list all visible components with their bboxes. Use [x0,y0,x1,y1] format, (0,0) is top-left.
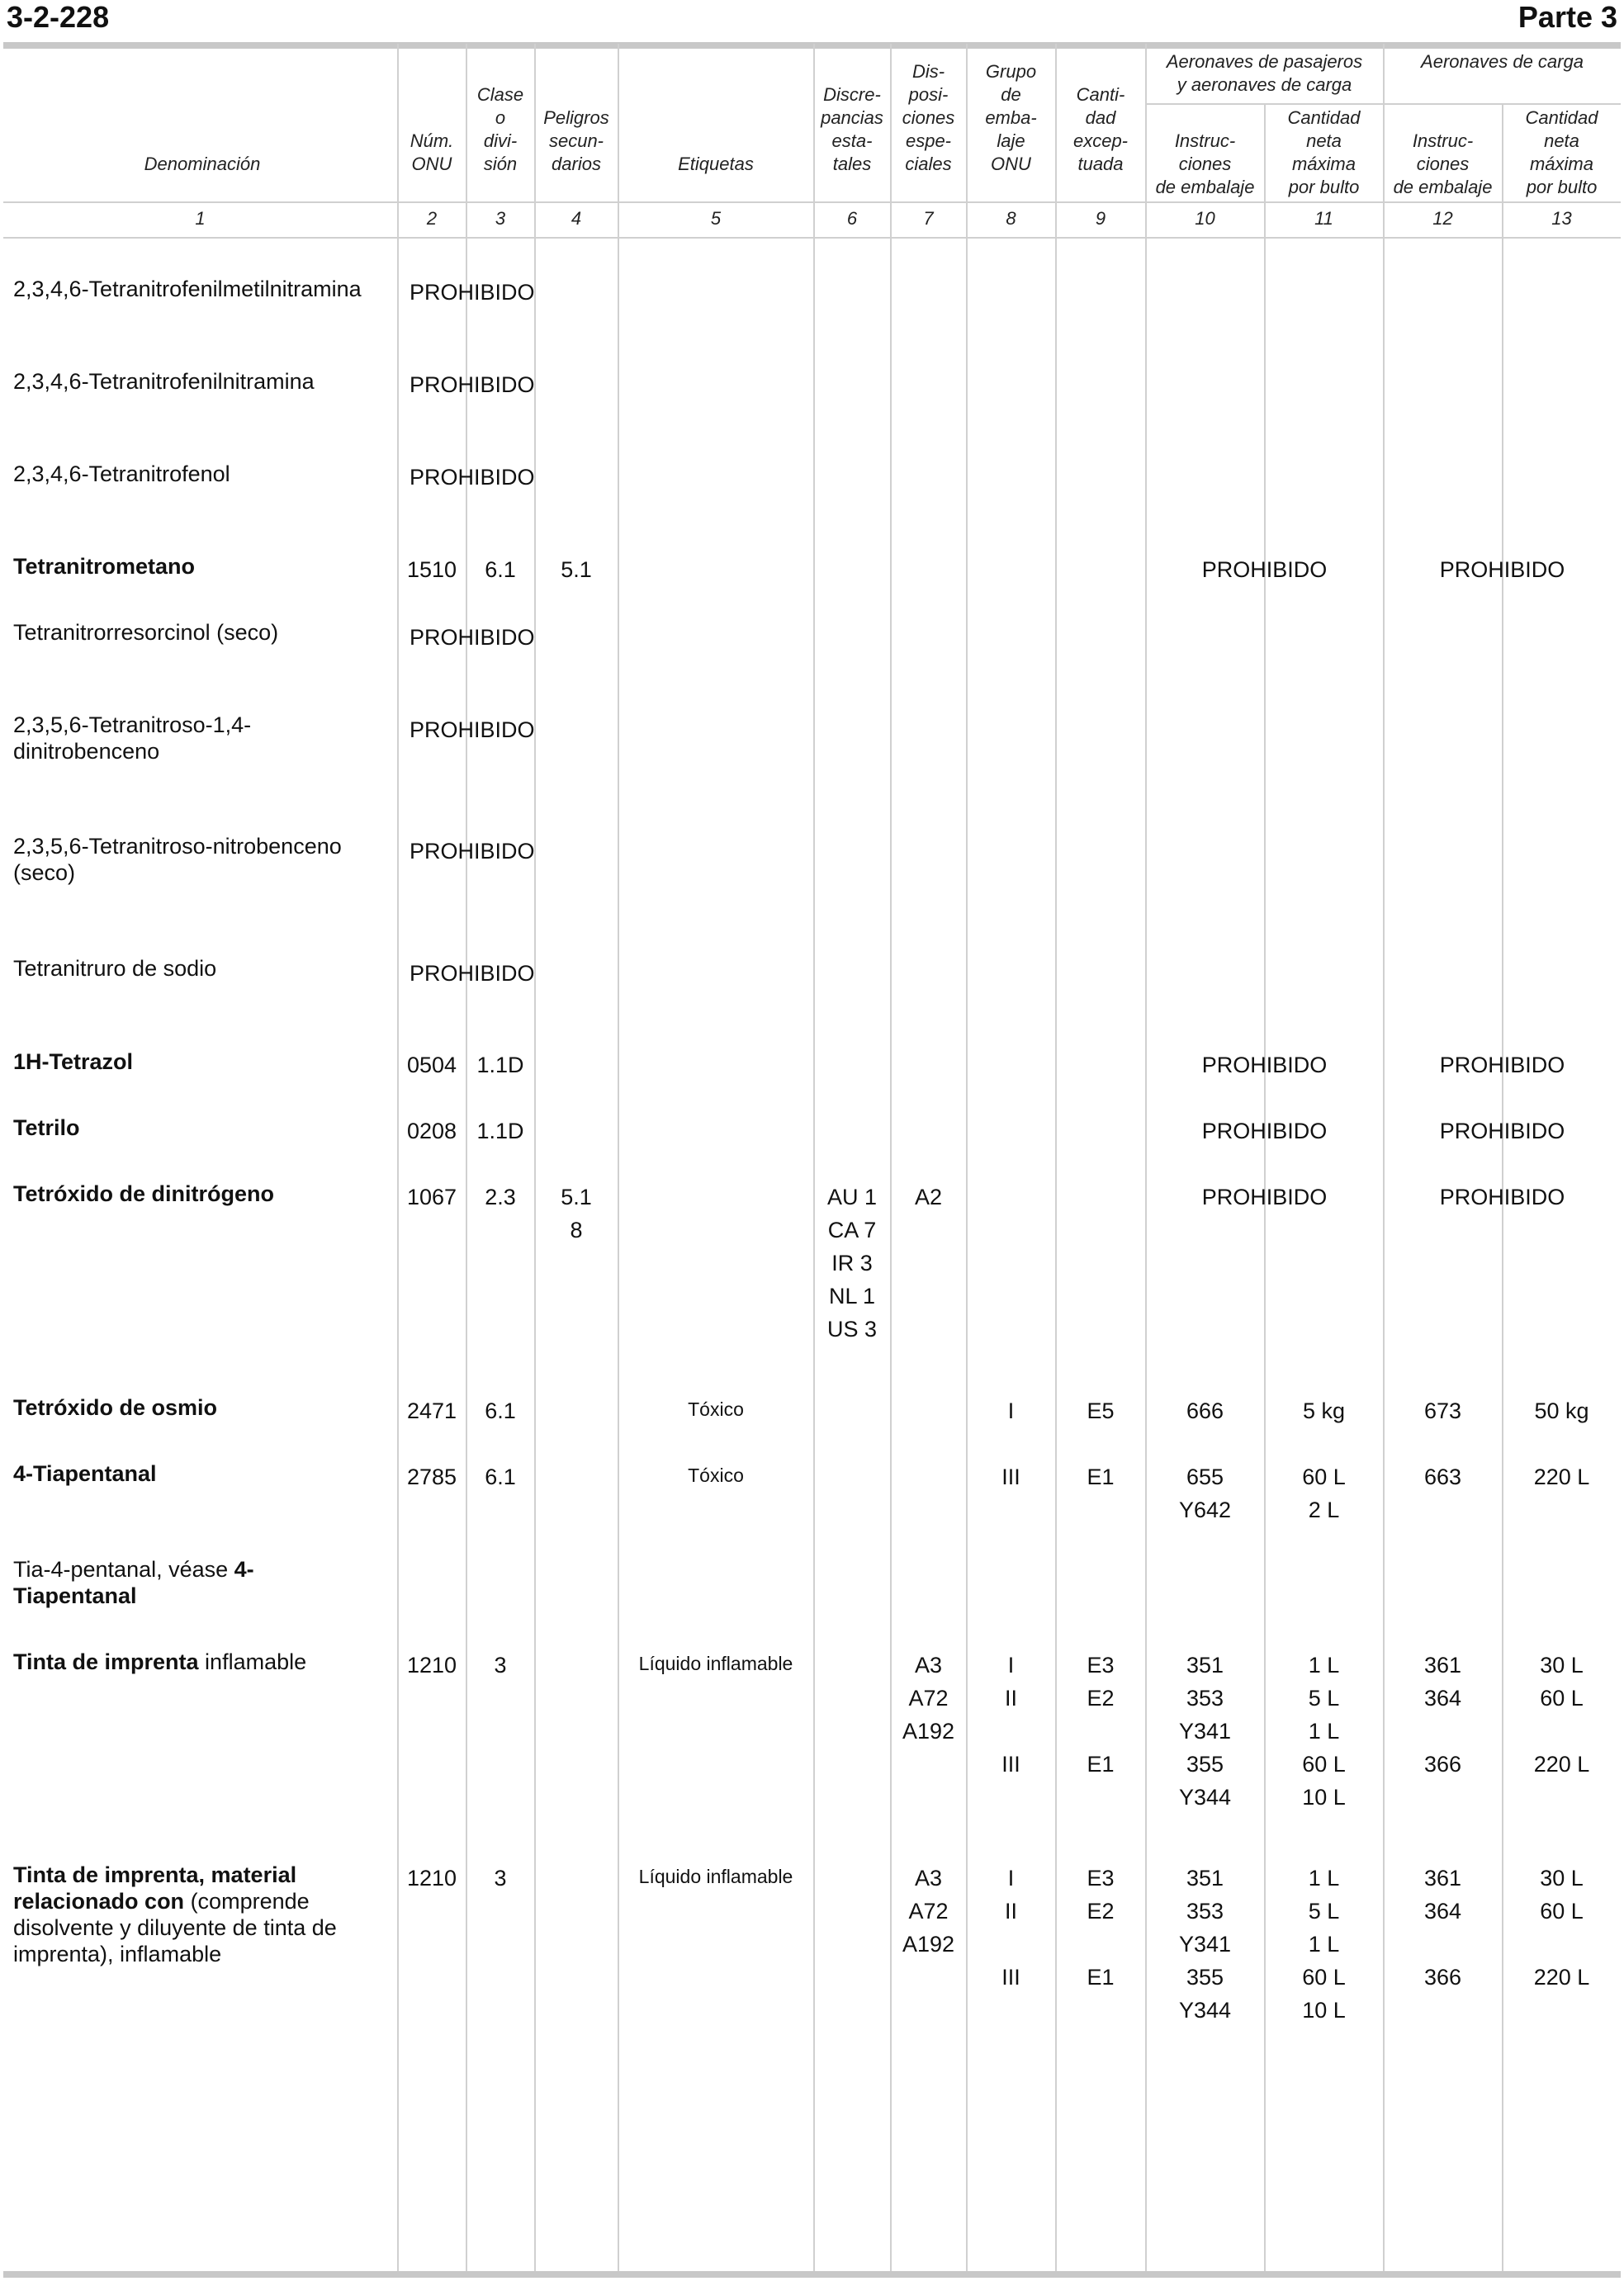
col-discrepancias: Discre- pancias esta- tales [821,84,883,174]
pax-packing-instruction: 351 353 Y341 355 Y344 [1178,1653,1232,1810]
col-number: 3 [495,208,506,229]
un-number: 2471 [406,1398,457,1423]
row-name: 2,3,5,6-Tetranitroso-nitrobenceno (seco) [13,834,342,885]
packing-group: I II III [1001,1866,1020,1990]
excepted-quantity: E1 [1087,1465,1115,1489]
un-number: 0504 [406,1053,457,1077]
pax-max-quantity: 60 L 2 L [1302,1465,1346,1522]
row-name: Tinta de imprenta inflamable [13,1649,307,1674]
pax-packing-instruction: 666 [1186,1398,1224,1423]
row-name: Tetranitrorresorcinol (seco) [13,620,279,645]
state-variations: AU 1 CA 7 IR 3 NL 1 US 3 [826,1185,878,1342]
cargo-prohibido: PROHIBIDO [1439,557,1565,582]
pax-max-quantity: 5 kg [1302,1398,1346,1423]
excepted-quantity: E3 E2 E1 [1087,1653,1115,1777]
col-cantidad-exceptuada: Canti- dad excep- tuada [1072,84,1129,174]
prohibido-text: PROHIBIDO [410,372,535,397]
pax-max-quantity: 1 L 5 L 1 L 60 L 10 L [1302,1653,1346,1810]
row-name: Tetróxido de osmio [13,1395,218,1420]
hazard-label: Tóxico [688,1465,744,1486]
row-name: 2,3,4,6-Tetranitrofenilmetilnitramina [13,277,362,301]
col-cantidad-carga: Cantidad neta máxima por bulto [1525,107,1598,197]
row-name: 2,3,4,6-Tetranitrofenol [13,461,230,486]
part-title: Parte 3 [1517,0,1617,34]
class-division: 1.1D [476,1053,524,1077]
pax-prohibido: PROHIBIDO [1201,1185,1328,1209]
hazard-label: Líquido inflamable [638,1653,793,1674]
pax-prohibido: PROHIBIDO [1201,1119,1328,1143]
un-number: 1510 [406,557,457,582]
prohibido-text: PROHIBIDO [410,625,535,650]
prohibido-text: PROHIBIDO [410,280,535,305]
column-divider [618,44,619,2271]
cargo-max-quantity: 30 L 60 L 220 L [1533,1866,1590,1990]
class-division: 1.1D [476,1119,524,1143]
col-num-onu: Núm. ONU [410,130,454,174]
col-instrucciones-carga: Instruc- ciones de embalaje [1393,130,1493,197]
cargo-packing-instruction: 361 364 366 [1423,1653,1462,1777]
cargo-prohibido: PROHIBIDO [1439,1185,1565,1209]
subsidiary-risk: 5.1 8 [561,1185,592,1242]
col-peligros: Peligros secun- darios [543,107,609,174]
row-name: Tia-4-pentanal, véase 4- Tiapentanal [13,1557,254,1608]
col-etiquetas: Etiquetas [678,154,754,174]
row-name: 2,3,4,6-Tetranitrofenilnitramina [13,369,315,394]
class-division: 2.3 [485,1185,516,1209]
un-number: 1067 [406,1185,457,1209]
header-divider [3,201,1621,203]
column-divider [397,44,399,2271]
col-number: 11 [1314,208,1333,229]
cargo-packing-instruction: 663 [1423,1465,1462,1489]
col-number: 2 [426,208,438,229]
subsidiary-risk: 5.1 [561,557,592,582]
top-rule [3,42,1621,49]
class-division: 6.1 [485,1465,516,1489]
header-divider [1145,103,1621,105]
cargo-max-quantity: 50 kg [1534,1398,1589,1423]
bottom-rule [3,2271,1621,2278]
col-number: 1 [195,208,206,229]
hazard-label: Tóxico [688,1398,744,1420]
col-denominacion: Denominación [144,154,261,174]
cargo-prohibido: PROHIBIDO [1439,1119,1565,1143]
header-divider [3,237,1621,239]
un-number: 1210 [406,1653,457,1678]
pax-max-quantity: 1 L 5 L 1 L 60 L 10 L [1302,1866,1346,2023]
cargo-prohibido: PROHIBIDO [1439,1053,1565,1077]
page-reference: 3-2-228 [7,0,110,34]
prohibido-text: PROHIBIDO [410,717,535,742]
col-instrucciones-pax: Instruc- ciones de embalaje [1155,130,1255,197]
special-provisions: A3 A72 A192 [902,1653,955,1744]
excepted-quantity: E3 E2 E1 [1087,1866,1115,1990]
col-number: 6 [846,208,858,229]
col-number: 12 [1432,208,1453,229]
pax-packing-instruction: 351 353 Y341 355 Y344 [1178,1866,1232,2023]
cargo-max-quantity: 30 L 60 L 220 L [1533,1653,1590,1777]
col-grupo: Grupo de emba- laje ONU [985,61,1037,174]
col-group-carga: Aeronaves de carga [1421,51,1584,72]
col-number: 4 [571,208,582,229]
col-disposiciones: Dis- posi- ciones espe- ciales [902,61,955,174]
col-number: 7 [923,208,934,229]
col-group-pasajeros: Aeronaves de pasajeros y aeronaves de carga [1166,51,1363,95]
un-number: 1210 [406,1866,457,1891]
row-name: Tetróxido de dinitrógeno [13,1181,274,1206]
packing-group: I II III [1001,1653,1020,1777]
row-name: 1H-Tetrazol [13,1049,134,1074]
row-name: Tetranitruro de sodio [13,956,217,981]
cargo-packing-instruction: 673 [1423,1398,1462,1423]
col-clase: Clase o divi- sión [476,84,524,174]
row-name: Tetranitrometano [13,554,196,579]
excepted-quantity: E5 [1087,1398,1115,1423]
prohibido-text: PROHIBIDO [410,839,535,864]
hazard-label: Líquido inflamable [638,1866,793,1887]
pax-packing-instruction: 655 Y642 [1178,1465,1232,1522]
row-name: 2,3,5,6-Tetranitroso-1,4- dinitrobenceno [13,712,252,764]
prohibido-text: PROHIBIDO [410,961,535,986]
col-number: 5 [710,208,722,229]
packing-group: I [1007,1398,1015,1423]
column-divider [813,44,815,2271]
col-number: 8 [1006,208,1016,229]
un-number: 2785 [406,1465,457,1489]
row-name: Tetrilo [13,1115,80,1140]
col-number: 13 [1551,208,1572,229]
class-division: 6.1 [485,557,516,582]
pax-prohibido: PROHIBIDO [1201,1053,1328,1077]
pax-prohibido: PROHIBIDO [1201,557,1328,582]
class-division: 6.1 [485,1398,516,1423]
col-number: 10 [1195,208,1215,229]
special-provisions: A2 [914,1185,943,1209]
class-division: 3 [494,1653,507,1678]
col-number: 9 [1095,208,1106,229]
col-cantidad-pax: Cantidad neta máxima por bulto [1287,107,1361,197]
un-number: 0208 [406,1119,457,1143]
prohibido-text: PROHIBIDO [410,465,535,490]
row-name: Tinta de imprenta, material relacionado con (comprende disolvente y diluyente de tinta de imprenta), inflamable [13,1862,337,1966]
cargo-packing-instruction: 361 364 366 [1423,1866,1462,1990]
packing-group: III [1001,1465,1020,1489]
class-division: 3 [494,1866,507,1891]
cargo-max-quantity: 220 L [1533,1465,1590,1489]
special-provisions: A3 A72 A192 [902,1866,955,1957]
row-name: 4-Tiapentanal [13,1461,157,1486]
